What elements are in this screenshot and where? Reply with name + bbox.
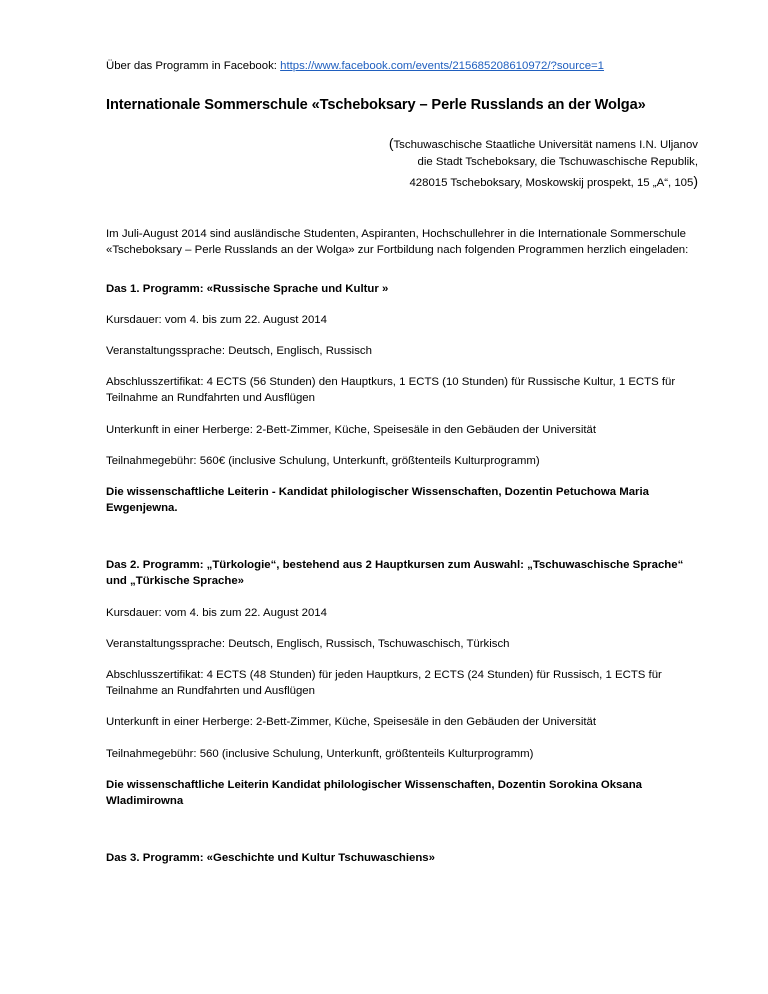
program-2-certificate: Abschlusszertifikat: 4 ECTS (48 Stunden) für jeden Hauptkurs, 2 ECTS (24 Stunden) für Russisch, 1 ECTS für Teilnahme an Rundfahrten und Ausflügen bbox=[106, 669, 662, 698]
program-2-accommodation: Unterkunft in einer Herberge: 2-Bett-Zimmer, Küche, Speisesäle in den Gebäuden der Universität bbox=[106, 716, 597, 729]
program-2-duration: Kursdauer: vom 4. bis zum 22. August 2014 bbox=[106, 606, 327, 619]
program-1-duration: Kursdauer: vom 4. bis zum 22. August 2014 bbox=[106, 313, 327, 326]
facebook-label: Über das Programm in Facebook: bbox=[106, 60, 281, 72]
affiliation-line-2: die Stadt Tscheboksary, die Tschuwaschische Republik, bbox=[417, 155, 698, 168]
program-1-leader: Die wissenschaftliche Leiterin - Kandidat philologischer Wissenschaften, Dozentin Petuchowa Maria Ewgenjewna. bbox=[106, 485, 649, 515]
program-1-certificate: Abschlusszertifikat: 4 ECTS (56 Stunden) den Hauptkurs, 1 ECTS (10 Stunden) für Russische Kultur, 1 ECTS für Teilnahme an Rundfahrten und Ausflügen bbox=[106, 376, 676, 405]
program-1-accommodation: Unterkunft in einer Herberge: 2-Bett-Zimmer, Küche, Speisesäle in den Gebäuden der Universität bbox=[106, 423, 597, 436]
document-body bbox=[106, 58, 698, 866]
section-spacer-2 bbox=[106, 824, 698, 850]
affiliation-close-paren: ) bbox=[693, 173, 698, 190]
program-2-fee: Teilnahmegebühr: 560 (inclusive Schulung, Unterkunft, größtenteils Kulturprogramm) bbox=[106, 747, 534, 760]
program-2-leader: Die wissenschaftliche Leiterin Kandidat philologischer Wissenschaften, Dozentin Sorokina Oksana Wladimirowna bbox=[106, 778, 643, 807]
program-2-languages: Veranstaltungssprache: Deutsch, Englisch, Russisch, Tschuwaschisch, Türkisch bbox=[106, 637, 510, 650]
facebook-line bbox=[106, 58, 698, 74]
program-1-heading: Das 1. Programm: «Russische Sprache und Kultur » bbox=[106, 282, 389, 295]
program-2-heading: Das 2. Programm: „Türkologie“, bestehend aus 2 Hauptkursen zum Auswahl: „Tschuwaschische Sprache“ und „Türkische Sprache» bbox=[106, 559, 684, 588]
affiliation-line-3 bbox=[106, 171, 698, 192]
program-1-languages: Veranstaltungssprache: Deutsch, Englisch, Russisch bbox=[106, 344, 372, 357]
program-3-heading: Das 3. Programm: «Geschichte und Kultur Tschuwaschiens» bbox=[106, 852, 435, 865]
facebook-event-link[interactable]: https://www.facebook.com/events/215685208610972/?source=1 bbox=[280, 60, 605, 72]
intro-paragraph: Im Juli-August 2014 sind ausländische Studenten, Aspiranten, Hochschullehrer in die Internationale Sommerschule «Tscheboksary – Perle Russlands an der Wolga» zur Fortbildung nach folgenden Programmen herzlich eingeladen: bbox=[106, 228, 689, 257]
affiliation-block bbox=[106, 133, 698, 192]
section-spacer-1 bbox=[106, 531, 698, 557]
program-1-fee: Teilnahmegebühr: 560€ (inclusive Schulung, Unterkunft, größtenteils Kulturprogramm) bbox=[106, 454, 540, 467]
affiliation-open-paren: ( bbox=[388, 134, 394, 151]
affiliation-university: Tschuwaschische Staatliche Universität namens I.N. Uljanov bbox=[393, 138, 698, 151]
page-title: Internationale Sommerschule «Tscheboksary – Perle Russlands an der Wolga» bbox=[106, 97, 646, 114]
affiliation-line-1 bbox=[106, 133, 698, 154]
affiliation-address: 428015 Tscheboksary, Moskowskij prospekt, 15 „A“, 105 bbox=[409, 177, 694, 190]
